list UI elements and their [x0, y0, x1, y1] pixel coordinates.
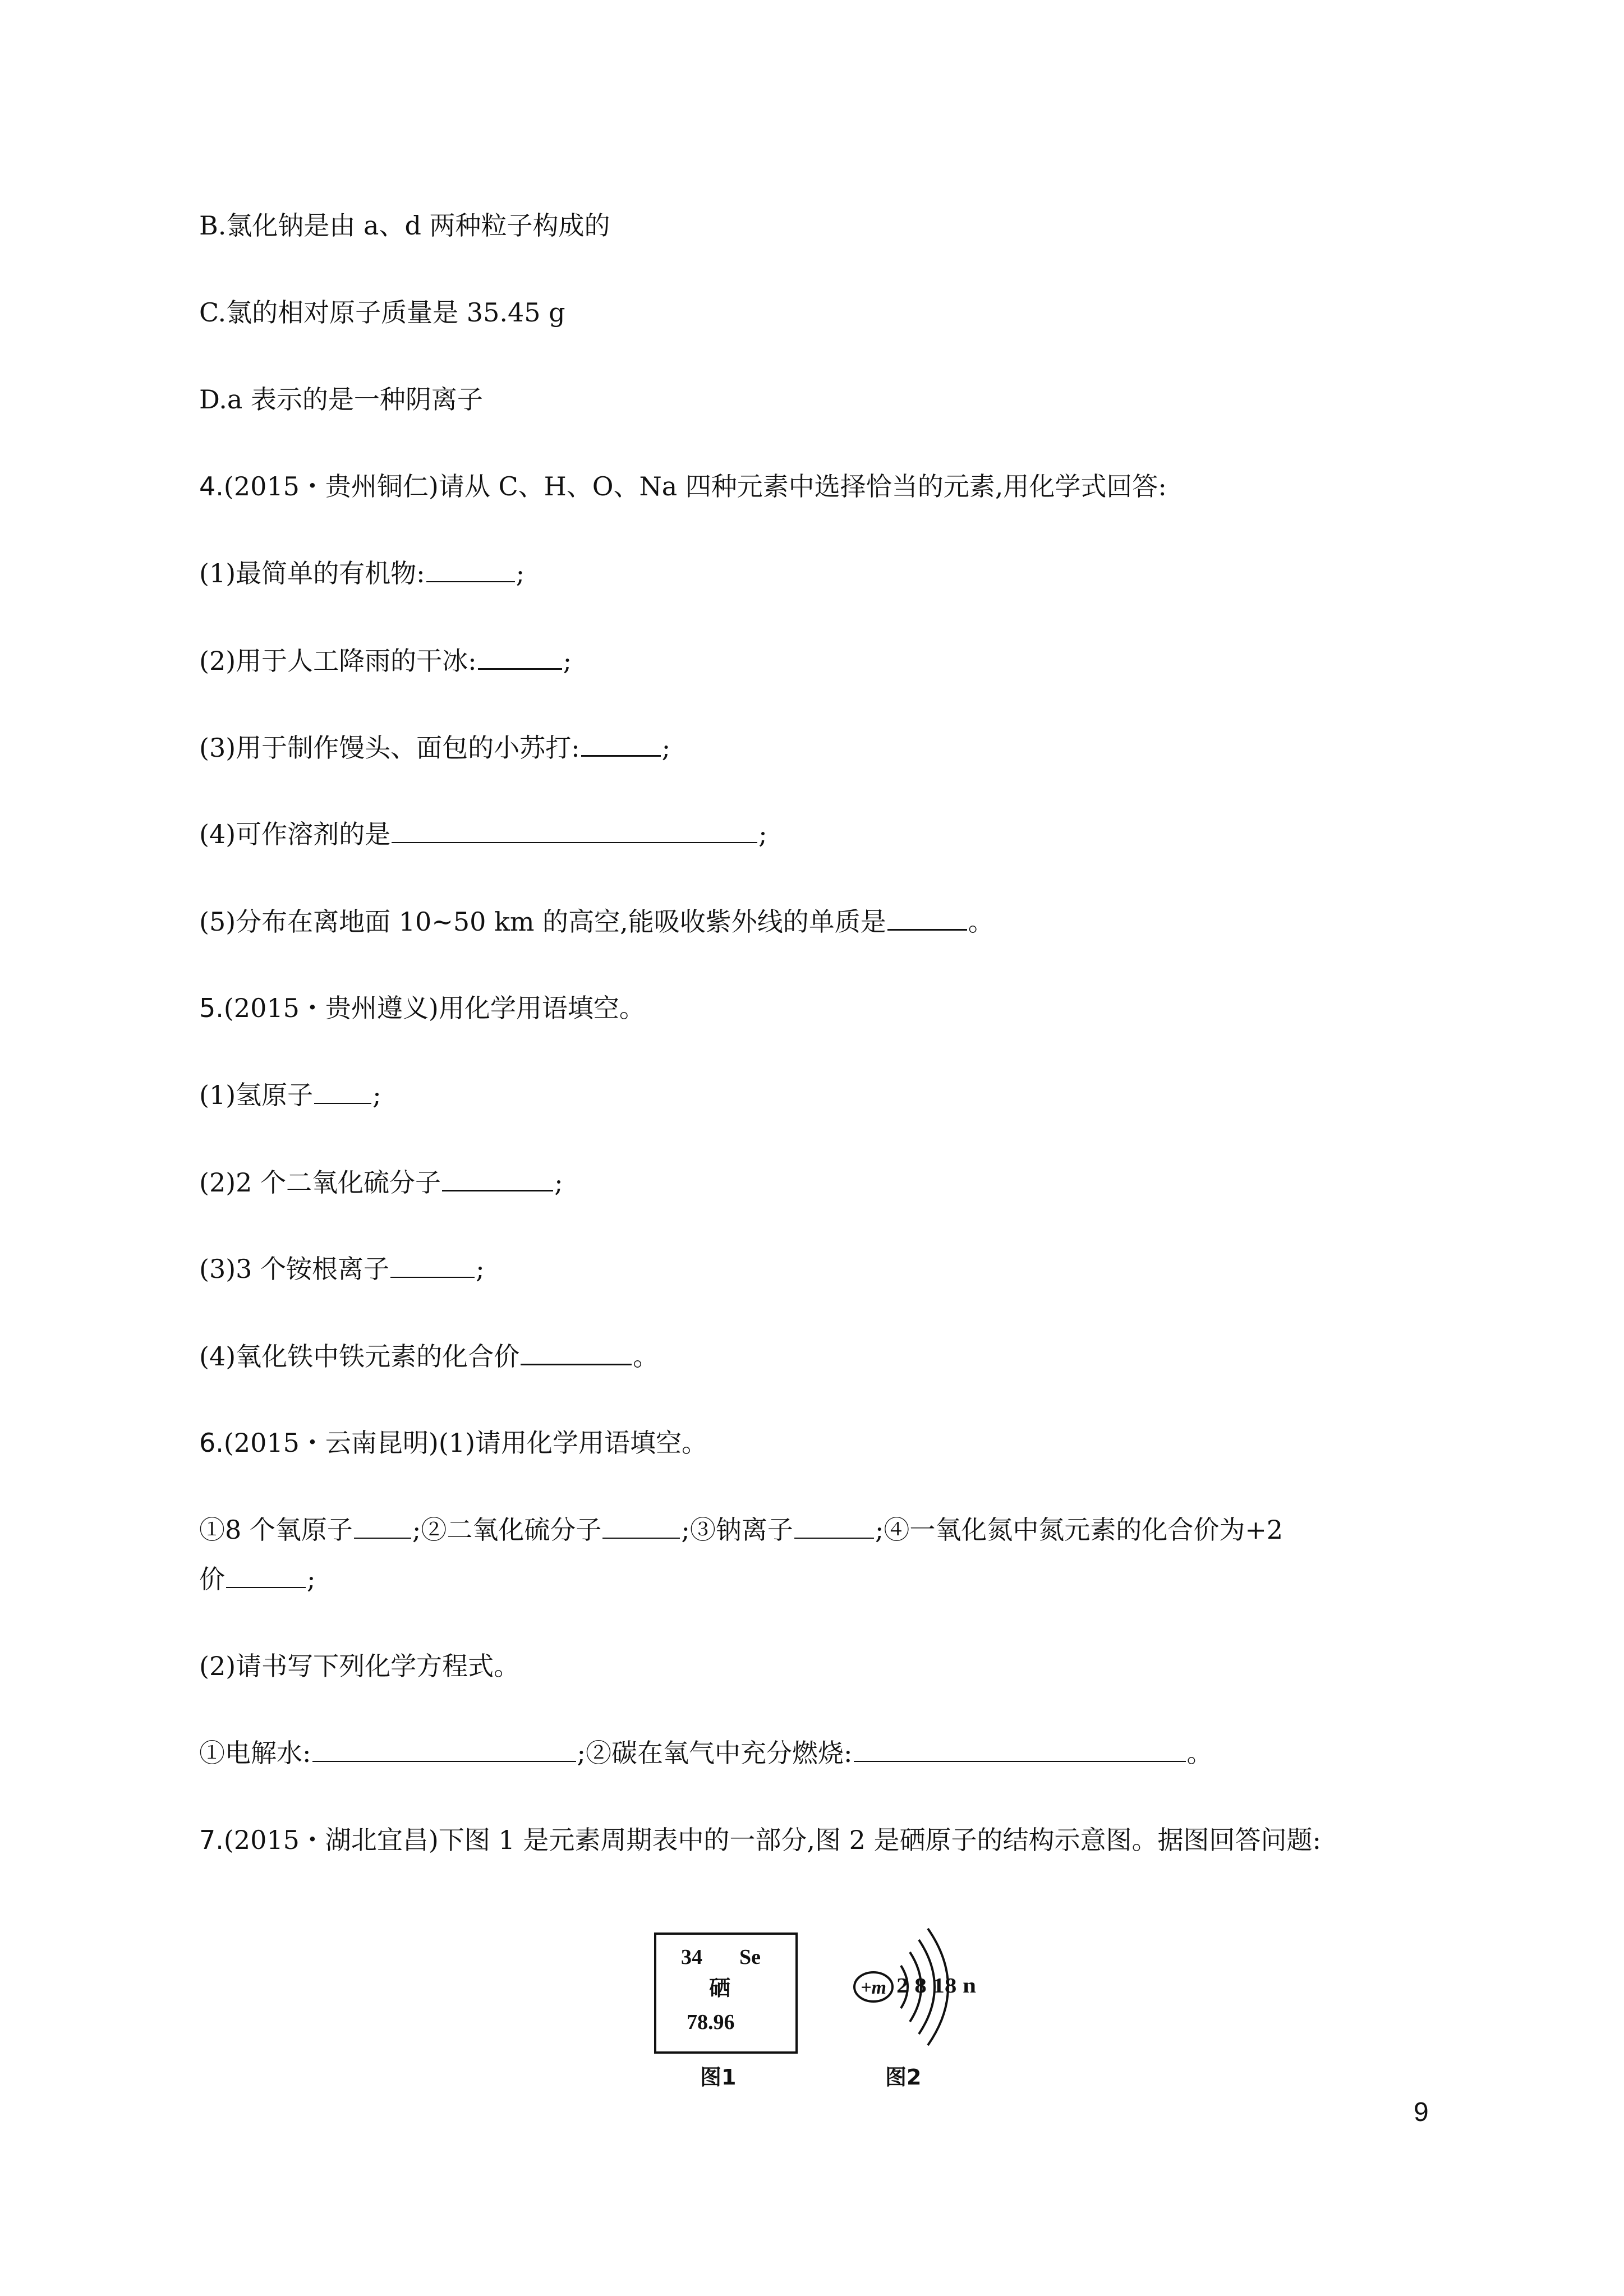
answer-blank[interactable]	[602, 1513, 680, 1539]
q6-stem	[199, 1426, 707, 1460]
answer-blank[interactable]	[354, 1513, 411, 1539]
answer-blank[interactable]	[854, 1736, 1186, 1762]
q7-stem-text: (2015・湖北宜昌)下图 1 是元素周期表中的一部分,图 2 是硒原子的结构示意图。据图回答问题:	[223, 1825, 1321, 1855]
answer-blank[interactable]	[314, 1078, 371, 1104]
q5-part-3-end: ;	[476, 1254, 485, 1284]
answer-blank[interactable]	[478, 643, 562, 670]
answer-blank[interactable]	[226, 1562, 306, 1588]
q5-part-3	[199, 1252, 485, 1286]
answer-blank[interactable]	[887, 904, 967, 931]
q4-part-3-end: ;	[661, 733, 671, 763]
q5-part-1-text: (1)氢原子	[199, 1080, 314, 1110]
q4-part-4-text: (4)可作溶剂的是	[199, 819, 391, 849]
q4-part-2-end: ;	[563, 646, 572, 676]
q4-part-2	[199, 643, 572, 678]
q6-line-2-end: ;	[307, 1564, 316, 1594]
q6-part-2	[199, 1649, 519, 1683]
q4-part-1-end: ;	[516, 558, 525, 588]
answer-blank[interactable]	[392, 817, 757, 843]
q5-part-4	[199, 1339, 659, 1373]
q4-part-4-end: ;	[758, 819, 767, 849]
atom-structure-figure	[847, 1918, 982, 2053]
figure-2-caption: 图2	[885, 2065, 922, 2090]
q6-item-2-text: ;②二氧化硫分子	[412, 1515, 602, 1545]
q5-part-2-end: ;	[554, 1167, 563, 1198]
answer-blank[interactable]	[581, 730, 661, 757]
answer-blank[interactable]	[521, 1339, 632, 1365]
q5-stem-text: (2015・贵州遵义)用化学用语填空。	[223, 993, 645, 1023]
q6-line-1	[199, 1513, 1283, 1547]
q6-item-1-text: ①8 个氧原子	[199, 1515, 353, 1545]
q4-stem	[199, 470, 1167, 503]
q6-equation-1-text: ①电解水:	[199, 1738, 311, 1768]
q7-stem	[199, 1823, 1321, 1857]
q3-option-d-text: D.a 表示的是一种阴离子	[199, 384, 483, 415]
answer-blank[interactable]	[442, 1165, 553, 1191]
q3-option-b	[199, 209, 610, 242]
q3-option-c	[199, 296, 565, 329]
q6-line-2	[199, 1562, 316, 1596]
element-symbol: Se	[739, 1945, 761, 1969]
q5-part-3-text: (3)3 个铵根离子	[199, 1254, 390, 1284]
q6-stem-text: (2015・云南昆明)(1)请用化学用语填空。	[223, 1428, 708, 1458]
q4-number: 4.	[199, 471, 224, 501]
q5-part-2-text: (2)2 个二氧化硫分子	[199, 1167, 441, 1198]
q4-part-1	[199, 556, 525, 590]
q4-part-3	[199, 730, 670, 765]
q6-part-2-text: (2)请书写下列化学方程式。	[199, 1651, 520, 1681]
q6-line-3-end: 。	[1186, 1738, 1213, 1768]
q3-option-c-text: C.氯的相对原子质量是 35.45 g	[199, 297, 565, 328]
answer-blank[interactable]	[794, 1513, 874, 1539]
q5-part-2	[199, 1165, 563, 1199]
q5-part-1-end: ;	[372, 1080, 381, 1110]
answer-blank[interactable]	[312, 1736, 576, 1762]
atomic-number: 34	[681, 1945, 702, 1969]
q4-part-5-text: (5)分布在离地面 10~50 km 的高空,能吸收紫外线的单质是	[199, 907, 886, 937]
q6-item-3-text: ;③钠离子	[681, 1515, 793, 1545]
q6-equation-2-text: ;②碳在氧气中充分燃烧:	[577, 1738, 853, 1768]
atomic-mass: 78.96	[687, 2010, 735, 2034]
q6-number: 6.	[199, 1428, 224, 1458]
q4-stem-text: (2015・贵州铜仁)请从 C、H、O、Na 四种元素中选择恰当的元素,用化学式回答:	[223, 471, 1167, 501]
answer-blank[interactable]	[390, 1252, 475, 1278]
q6-item-4-text: ;④一氧化氮中氮元素的化合价为+2	[875, 1515, 1283, 1545]
page-number: 9	[1414, 2097, 1429, 2127]
nucleus-charge: +m	[861, 1977, 886, 1998]
q6-item-4-unit: 价	[199, 1564, 225, 1594]
q6-line-3	[199, 1736, 1213, 1770]
figure-1-caption: 图1	[700, 2065, 737, 2090]
shell-electron-counts: 2 8 18 n	[896, 1974, 976, 1998]
q4-part-2-text: (2)用于人工降雨的干冰:	[199, 646, 477, 676]
periodic-table-cell-figure	[654, 1932, 798, 2054]
answer-blank[interactable]	[426, 556, 515, 582]
q4-part-1-text: (1)最简单的有机物:	[199, 558, 425, 588]
q4-part-3-text: (3)用于制作馒头、面包的小苏打:	[199, 733, 580, 763]
q3-option-d	[199, 383, 483, 416]
q3-option-b-text: B.氯化钠是由 a、d 两种粒子构成的	[199, 210, 610, 241]
q4-part-4	[199, 817, 767, 851]
q4-part-5	[199, 904, 994, 938]
q4-part-5-end: 。	[968, 907, 994, 937]
q5-part-1	[199, 1078, 381, 1112]
q5-stem	[199, 991, 645, 1025]
element-name: 硒	[709, 1977, 731, 2000]
q5-number: 5.	[199, 993, 224, 1023]
q5-part-4-text: (4)氧化铁中铁元素的化合价	[199, 1341, 520, 1372]
q5-part-4-end: 。	[633, 1341, 659, 1372]
q7-number: 7.	[199, 1825, 224, 1855]
